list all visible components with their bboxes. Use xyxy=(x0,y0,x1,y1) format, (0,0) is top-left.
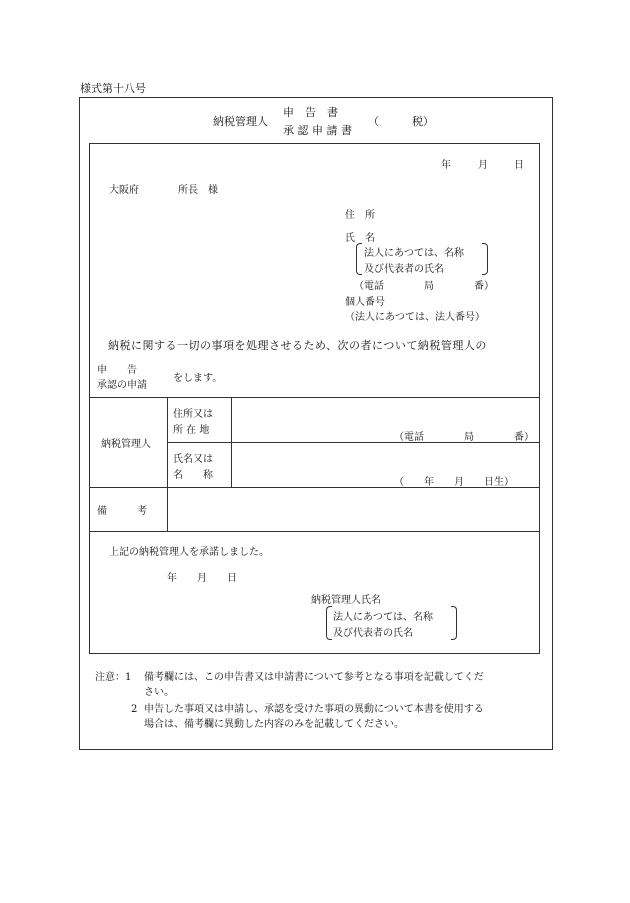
table-sublabel-divider xyxy=(231,397,232,487)
applicant-id-label: 個人番号 xyxy=(345,297,385,308)
table-label-divider xyxy=(167,397,168,531)
statement-line: 納税に関する一切の事項を処理させるため、次の者について納税管理人の xyxy=(108,339,487,352)
agent-name-label-1: 氏名又は xyxy=(173,454,213,465)
applicant-name-label: 氏 名 xyxy=(345,233,375,244)
form-inner-box xyxy=(89,143,540,654)
acceptance-corp-note-1: 法人にあつては、名称 xyxy=(333,612,433,623)
form-title: 納税管理人 xyxy=(213,115,268,128)
acceptance-name-label: 納税管理人氏名 xyxy=(311,595,381,606)
tax-type-paren: （ 税） xyxy=(368,115,434,128)
applicant-corp-note-1: 法人にあつては、名称 xyxy=(364,248,464,259)
date-month: 月 xyxy=(478,160,488,171)
applicant-id-note: （法人にあつては、法人番号） xyxy=(345,312,485,323)
applicant-address-label: 住 所 xyxy=(345,210,375,221)
acceptance-statement: 上記の納税管理人を承諾しました。 xyxy=(109,547,269,558)
note-1-line-1: 備考欄には、この申告書又は申請書について参考となる事項を記載してくだ xyxy=(144,672,484,683)
notes-prefix: 注意：1 xyxy=(95,672,132,683)
acceptance-date: 年 月 日 xyxy=(167,573,237,584)
agent-row-label: 納税管理人 xyxy=(101,439,151,450)
table-bottom-line xyxy=(89,531,540,532)
form-number: 様式第十八号 xyxy=(80,82,146,95)
applicant-bracket-right xyxy=(482,243,488,275)
date-day: 日 xyxy=(514,160,524,171)
title-option-declaration: 申 告 書 xyxy=(283,106,338,119)
agent-address-label-1: 住所又は xyxy=(173,409,213,420)
agent-phone: （電話 局 番） xyxy=(394,432,534,443)
addressee-prefecture: 大阪府 xyxy=(109,185,139,196)
table-top-line xyxy=(89,397,540,398)
applicant-phone: （電話 局 番） xyxy=(354,281,494,292)
note-2-line-2: 場合は、備考欄に異動した内容のみを記載してください。 xyxy=(144,719,404,730)
title-option-approval: 承 認 申 請 書 xyxy=(283,124,352,137)
remarks-label: 備 考 xyxy=(97,506,147,517)
agent-name-label-2: 名 称 xyxy=(173,470,213,481)
applicant-bracket-left xyxy=(356,243,362,275)
note-1-line-2: さい。 xyxy=(144,687,174,698)
statement-choice-declaration: 申 告 xyxy=(97,365,137,376)
addressee-office: 所長 様 xyxy=(178,185,218,196)
statement-suffix: をします。 xyxy=(173,373,223,384)
agent-address-label-2: 所 在 地 xyxy=(173,425,210,436)
note-2-number: 2 xyxy=(131,704,138,715)
statement-choice-approval: 承認の申請 xyxy=(97,380,147,391)
note-2-line-1: 申告した事項又は申請し、承認を受けた事項の異動について本書を使用する xyxy=(144,704,484,715)
acceptance-bracket-right xyxy=(451,606,457,640)
applicant-corp-note-2: 及び代表者の氏名 xyxy=(364,264,444,275)
acceptance-bracket-left xyxy=(326,606,332,640)
acceptance-corp-note-2: 及び代表者の氏名 xyxy=(333,628,413,639)
agent-birth-date: （ 年 月 日生） xyxy=(394,477,514,488)
date-year: 年 xyxy=(441,160,451,171)
